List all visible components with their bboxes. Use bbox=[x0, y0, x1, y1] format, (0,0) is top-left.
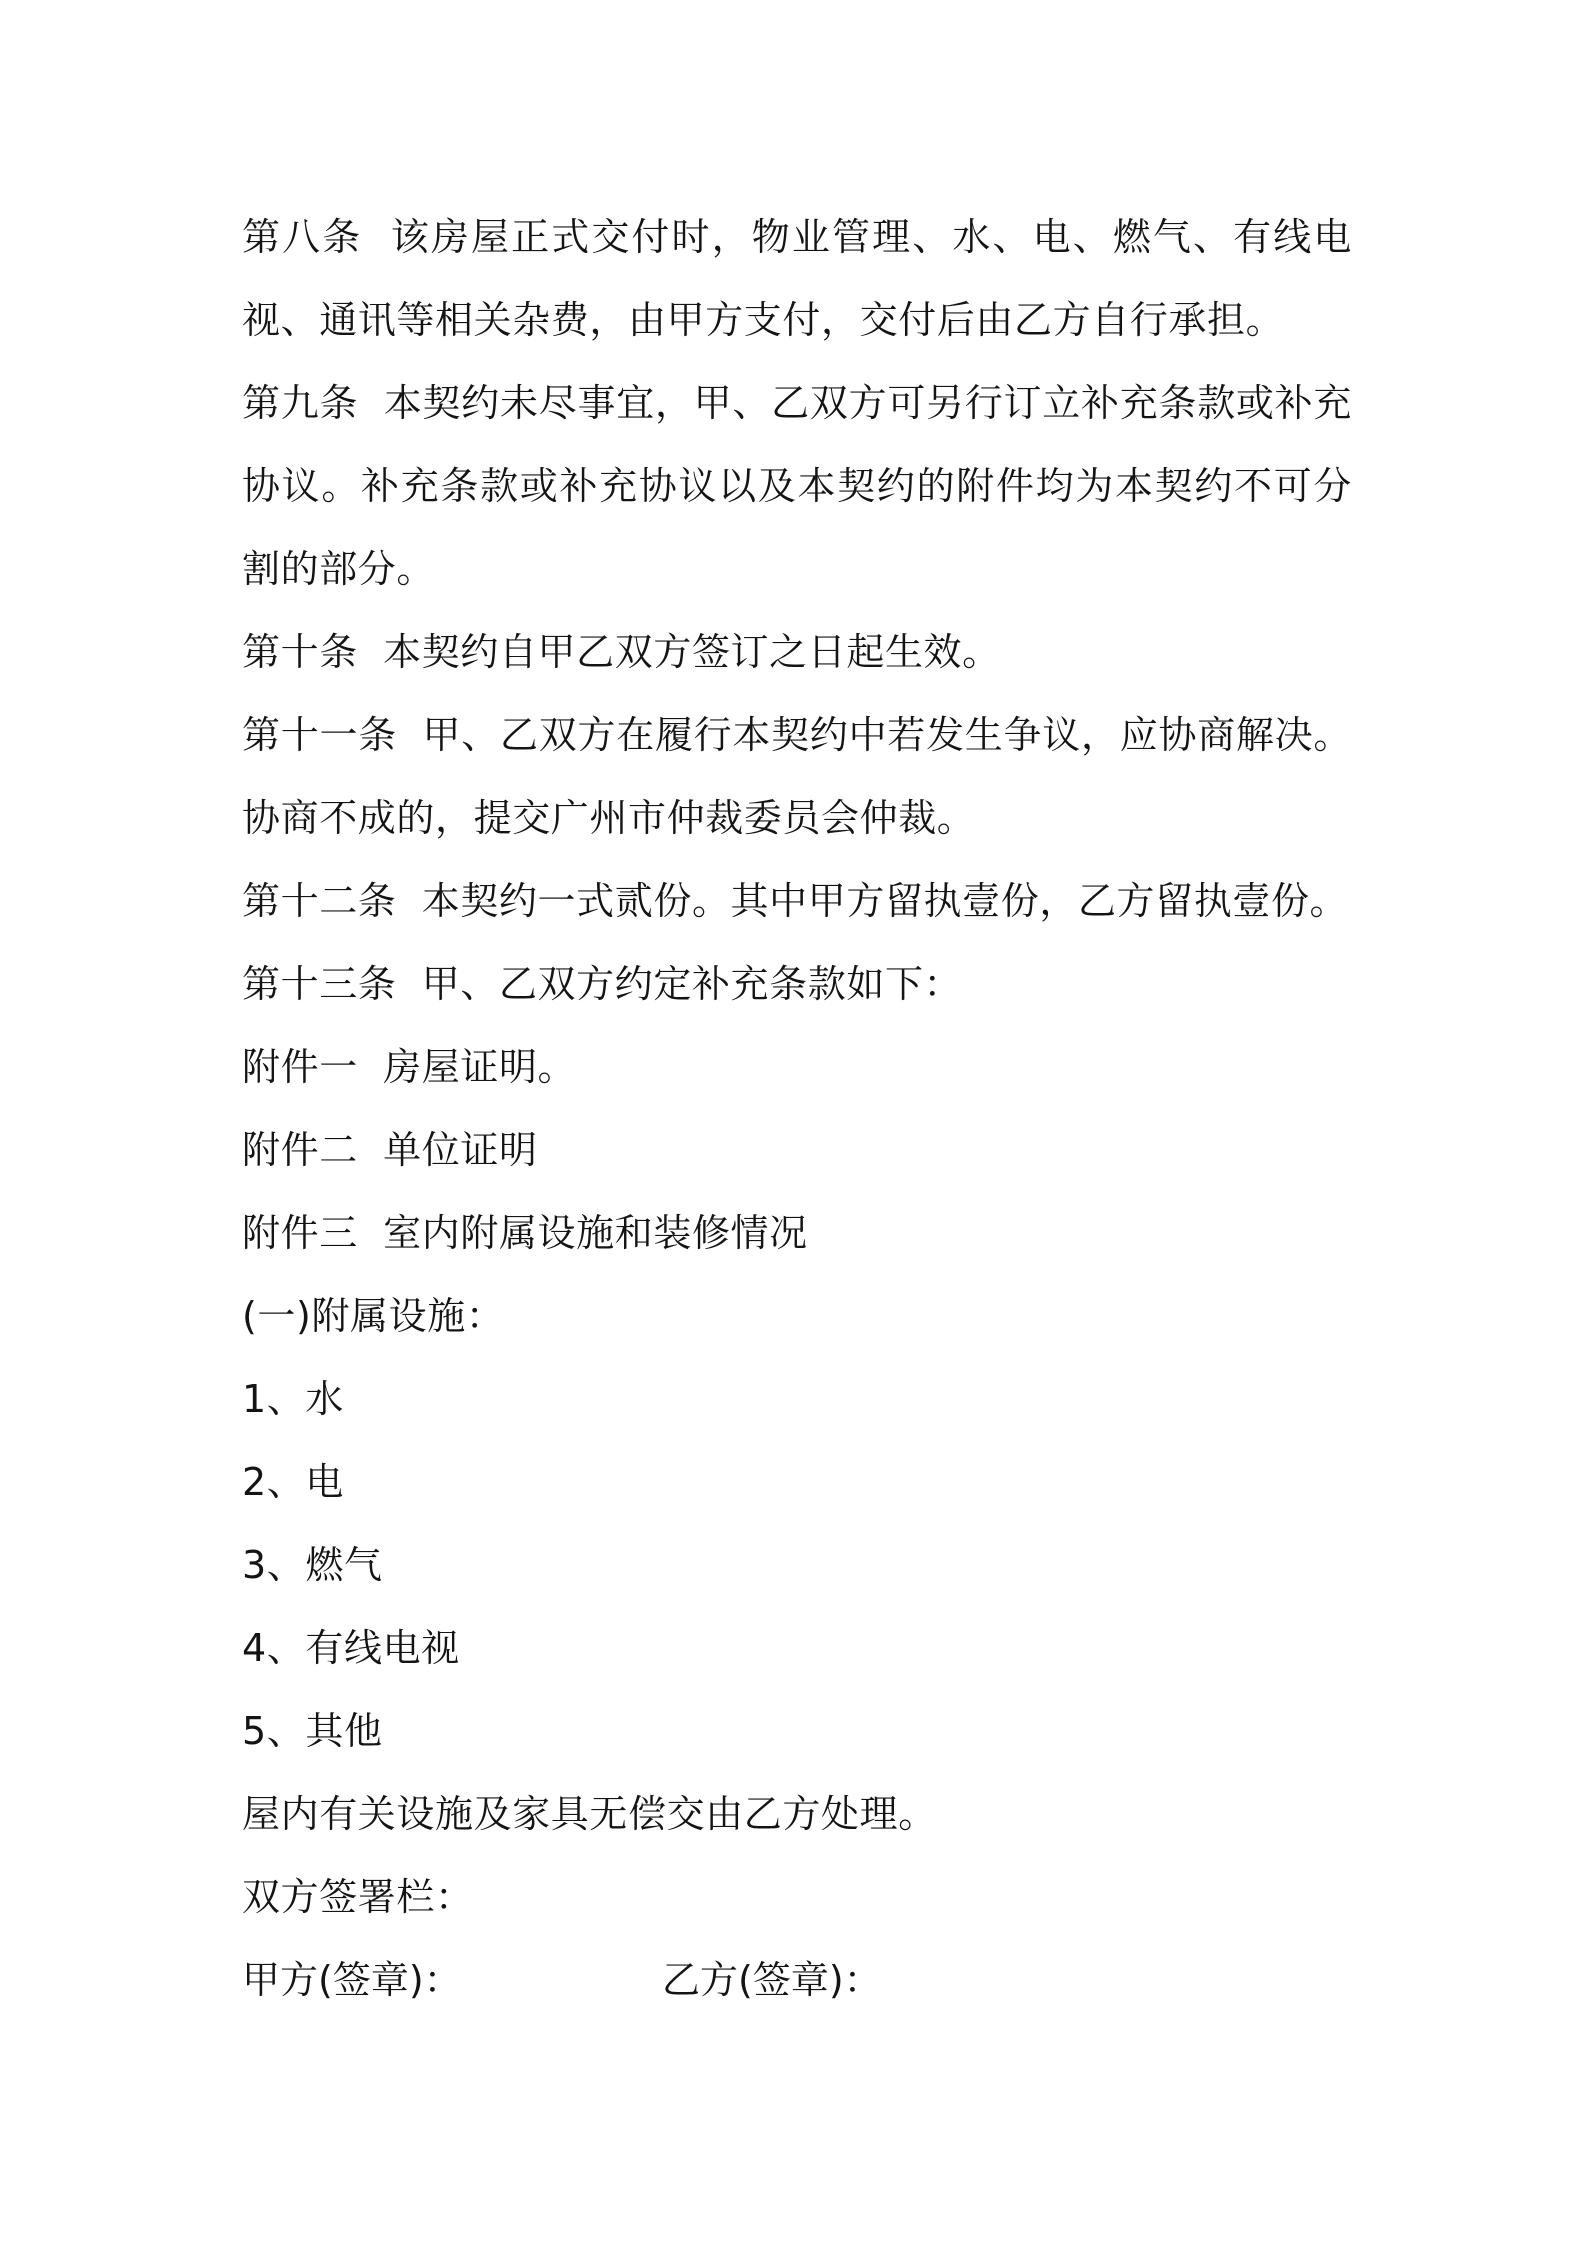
article-10: 第十条 本契约自甲乙双方签订之日起生效。 bbox=[242, 630, 1001, 674]
attachment-3: 附件三 室内附属设施和装修情况 bbox=[242, 1211, 808, 1255]
signature-heading: 双方签署栏： bbox=[242, 1875, 474, 1919]
party-b-signature-label: 乙方(签章)： bbox=[662, 1958, 882, 2002]
article-11: 第十一条 甲、乙双方在履行本契约中若发生争议，应协商解决。协商不成的，提交广州市仲裁委员会仲裁。 bbox=[242, 713, 1352, 840]
attachment-2: 附件二 单位证明 bbox=[242, 1128, 538, 1172]
attachment-1: 附件一 房屋证明。 bbox=[242, 1045, 577, 1089]
article-12: 第十二条 本契约一式贰份。其中甲方留执壹份，乙方留执壹份。 bbox=[242, 879, 1349, 923]
signature-row bbox=[242, 1939, 1352, 2022]
facility-item: 4、有线电视 bbox=[242, 1626, 460, 1670]
furniture-note: 屋内有关设施及家具无偿交由乙方处理。 bbox=[242, 1792, 937, 1836]
document-body bbox=[242, 196, 1352, 2022]
facility-item: 3、燃气 bbox=[242, 1543, 383, 1587]
facilities-heading: (一)附属设施： bbox=[242, 1294, 505, 1338]
article-8: 第八条 该房屋正式交付时，物业管理、水、电、燃气、有线电视、通讯等相关杂费，由甲方支付，交付后由乙方自行承担。 bbox=[242, 215, 1352, 342]
facility-item: 1、水 bbox=[242, 1377, 344, 1421]
article-13: 第十三条 甲、乙双方约定补充条款如下： bbox=[242, 962, 963, 1006]
facility-item: 5、其他 bbox=[242, 1709, 383, 1753]
facility-item: 2、电 bbox=[242, 1460, 344, 1504]
party-a-signature-label: 甲方(签章)： bbox=[242, 1958, 462, 2002]
article-9: 第九条 本契约未尽事宜，甲、乙双方可另行订立补充条款或补充协议。补充条款或补充协议以及本契约的附件均为本契约不可分割的部分。 bbox=[242, 381, 1352, 591]
